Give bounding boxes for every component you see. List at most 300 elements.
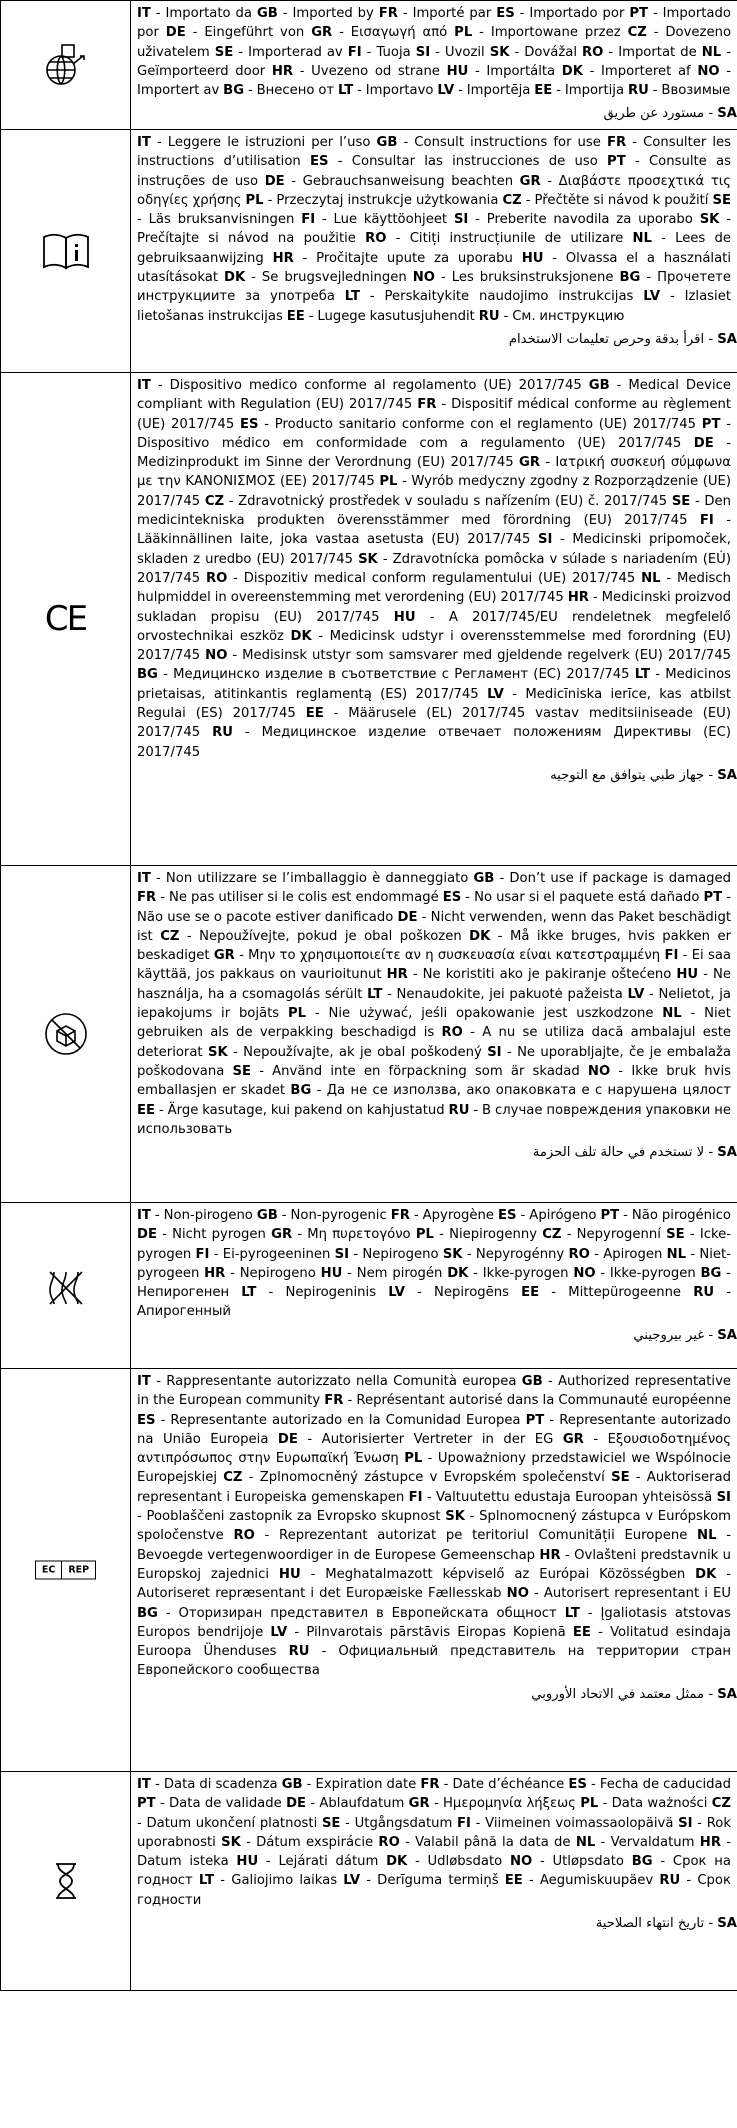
translations-text: IT - Dispositivo medico conforme al regolamento (UE) 2017/745 GB - Medical Device compliant with Regulation (EU) 2017/745 FR - Dispositif médical conforme au règlement (UE) 2017/745 ES - Producto sanitario conforme con el reglamento (UE) 2017/745 PT - Dispositivo médico em conformidade com a regulamento (UE) 2017/745 DE - Medizinprodukt im Sinne der Verordnung (EU) 2017/745 GR - Ιατρική συσκευή σύμφωνα με την ΚΑΝΟΝΙΣΜΟΣ (ΕΕ) 2017/745 PL - Wyrób medyczny zgodny z Rozporządzenie (UE) 2017/745 CZ - Zdravotnický prostředek v souladu s nařízením (EU) č. 2017/745 SE - Den medicintekniska produkten överensstämmer med förordning (EU) 2017/745 FI - Lääkinnällinen laite, joka vastaa asetusta (EU) 2017/745 SI - Medicinski pripomoček, skladen z uredbo (EU) 2017/745 SK - Zdravotnícka pomôcka v súlade s nariadením (EÚ) 2017/745 RO - Dispozitiv medical conform regulamentului (UE) 2017/745 NL - Medisch hulpmiddel in overeenstemming met verordening (EU) 2017/745 HR - Medicinski proizvod sukladan propisu (EU) 2017/745 HU - A 2017/745/EU rendeletnek megfelelő orvostechnikai eszköz DK - Medicinsk udstyr i overensstemmelse med forordning (EU) 2017/745 NO - Medisinsk utstyr som samsvarer med gjeldende regelverk (EU) 2017/745 BG - Медицинско изделие в съответствие с Регламент (ЕС) 2017/745 LT - Medicinos prietaisas, atitinkantis reglamentą (ES) 2017/745 LV - Medicīniska ierīce, kas atbilst Regulai (ES) 2017/745 EE - Määrusele (EL) 2017/745 vastav meditsiiniseade (EU) 2017/745 RU - Медицинское изделие отвечает положениям Директивы (ЕС) 2017/745: [137, 378, 732, 760]
translations-text: IT - Data di scadenza GB - Expiration date FR - Date d’échéance ES - Fecha de caducidad PT - Data de validade DE - Ablaufdatum GR - Ημερομηνία λήξεως PL - Data ważności CZ - Datum ukončení platnosti SE - Utgångsdatum FI - Viimeinen voimassaolopäivä SI - Rok uporabnosti SK - Dátum exspirácie RO - Valabil până la data de NL - Vervaldatum HR - Datum isteka HU - Lejárati dátum DK - Udløbsdato NO - Utløpsdato BG - Срок на годност LT - Galiojimo laikas LV - Derīguma termiņš EE - Aegumiskuupäev RU - Срок годности: [137, 1777, 732, 1908]
language-code: RO: [206, 570, 228, 586]
symbol-row-importer: [1, 1, 737, 130]
arabic-text: غير بيروجيني: [633, 1327, 705, 1343]
sa-translation: تاريخ انتهاء الصلاحية - SA: [595, 1916, 737, 1932]
language-code: SA: [717, 767, 737, 783]
translation-text: Διαβάστε προσεχτικά τις οδηγίες χρήσης: [137, 173, 731, 208]
language-code: SI: [487, 1044, 502, 1060]
language-code: GR: [213, 948, 235, 964]
arabic-text: اقرأ بدقة وحرص تعليمات الاستخدام: [508, 331, 705, 347]
translation-text: No usar si el paquete está dañado: [474, 890, 700, 906]
translation-text: Nelietot, ja iepakojums ir bojāts: [137, 986, 731, 1022]
language-code: SE: [666, 1227, 685, 1243]
language-code: NO: [509, 1854, 533, 1870]
translation-text: Lugege kasutusjuhendit: [317, 308, 475, 324]
translation-text: Importēja: [466, 83, 531, 99]
translation-text: Medicīniska ierīce, kas atbilst Regulai (ES) 2017/745: [137, 686, 732, 722]
language-code: DE: [137, 1227, 157, 1243]
language-code: SE: [321, 1815, 341, 1831]
translation-text: Utgångsdatum: [354, 1815, 453, 1831]
translation-text: Importavo: [365, 83, 434, 99]
translation-text: Date d’échéance: [452, 1777, 565, 1792]
language-code: HU: [278, 1566, 301, 1582]
translation-text: Perskaitykite naudojimo instrukcijas: [384, 289, 634, 305]
translation-text: Przeczytaj instrukcje użytkowania: [276, 192, 499, 208]
translation-text: Dovážal: [524, 44, 578, 60]
translation-text: Срок на годност: [137, 1854, 731, 1889]
translation-text: Εισαγωγή από: [350, 25, 448, 41]
language-code: RO: [568, 1246, 590, 1262]
translation-text: Apyrogène: [422, 1208, 495, 1223]
translation-text: Olvassa el a használati utasításokat: [137, 250, 731, 286]
translation-text: Nepyrogénny: [475, 1246, 565, 1262]
translation-text: Dispositif médical conforme au règlement (UE) 2017/745: [137, 397, 732, 432]
translation-text: Μη πυρετογόνο: [307, 1227, 411, 1243]
language-code: SK: [207, 1044, 228, 1060]
symbol-cell: [1, 1369, 131, 1772]
translation-text: Importerad av: [248, 44, 343, 60]
symbol-cell: [1, 1772, 131, 1991]
language-code: DK: [447, 1265, 469, 1281]
language-code: LV: [437, 83, 455, 99]
translation-text: Wyrób medyczny zgodny z Rozporządzenie (UE) 2017/745: [137, 474, 731, 509]
text-cell: [131, 866, 737, 1203]
language-code: GB: [281, 1777, 303, 1792]
language-code: BG: [631, 1854, 653, 1870]
language-code: PL: [415, 1227, 434, 1243]
translation-text: Medicinski proizvod sukladan propisu (EU) 2017/745: [137, 590, 731, 625]
language-code: BG: [137, 667, 158, 683]
ec-rep-box: [35, 1561, 96, 1580]
language-code: LT: [564, 1605, 580, 1621]
translation-text: Använd inte en förpackning som är skadad: [272, 1063, 580, 1079]
language-code: LV: [643, 289, 661, 305]
translation-text: Nepirogēns: [434, 1285, 509, 1301]
translation-text: Splnomocnený zástupca v Európskom spoločenstve: [137, 1509, 731, 1544]
translation-text: Lees de gebruiksaanwijzing: [137, 231, 731, 266]
translation-text: A nu se utiliza dacă ambalajul este deteriorat: [137, 1025, 732, 1060]
ce-mark-icon: [1, 599, 130, 639]
importer-globe-icon: [1, 42, 130, 88]
language-code: HU: [676, 967, 699, 983]
translation-text: Medicinsk udstyr i overensstemmelse med forordning (EU) 2017/745: [137, 628, 731, 664]
ec-rep-icon: [1, 1561, 130, 1580]
translation-text: Data de validade: [169, 1796, 282, 1812]
translation-text: Fecha de caducidad: [599, 1777, 731, 1792]
translation-text: Apirogen: [603, 1246, 663, 1262]
translation-text: Ei-pyrogeeninen: [222, 1246, 331, 1262]
translation-text: Nicht verwenden, wenn das Paket beschädigt ist: [137, 909, 732, 944]
symbol-cell: [1, 1, 131, 130]
translation-text: Medicinski pripomoček, skladen z uredbo (EU) 2017/745: [137, 532, 731, 567]
translation-text: Nepoužívejte, pokud je obal poškozen: [199, 928, 462, 944]
translation-text: Nepirogeno: [239, 1265, 316, 1281]
language-code: HR: [699, 1834, 721, 1850]
language-code: HR: [271, 63, 294, 79]
translation-text: Přečtěte si návod k použití: [534, 192, 709, 208]
language-code: LT: [338, 83, 354, 99]
translation-text: Niet gebruiken als de verpakking beschadigd is: [137, 1006, 731, 1041]
language-code: HR: [567, 590, 589, 606]
language-code: CZ: [502, 192, 522, 208]
translation-text: Geïmporteerd door: [137, 63, 266, 79]
translation-text: Nepirogeninis: [285, 1285, 377, 1301]
language-code: RU: [659, 1873, 681, 1889]
language-code: NO: [587, 1063, 611, 1079]
language-code: SK: [699, 212, 720, 228]
language-code: GR: [271, 1227, 293, 1243]
language-code: PL: [454, 25, 473, 41]
text-cell: [131, 1772, 737, 1991]
language-code: NL: [662, 1006, 682, 1022]
translation-text: Dispositivo medico conforme al regolamento (UE) 2017/745: [169, 378, 582, 393]
language-code: RU: [212, 725, 233, 741]
arabic-text: ممثل معتمد في الاتحاد الأوروبي: [531, 1686, 705, 1702]
language-code: GB: [588, 378, 610, 393]
translation-text: Εξουσιοδοτημένος αντιπρόσωπος στην Ευρωπαϊκή Ένωση: [137, 1431, 731, 1467]
language-code: RO: [378, 1834, 400, 1850]
symbol-cell: [1, 866, 131, 1203]
language-code: LT: [367, 986, 383, 1002]
language-code: GB: [376, 135, 398, 150]
translation-text: Må ikke bruges, hvis pakken er beskadiget: [137, 928, 732, 964]
translation-text: Autorisierter Vertreter in der EG: [321, 1431, 554, 1447]
translation-text: Nepirogeno: [362, 1246, 439, 1262]
language-code: SI: [716, 1489, 731, 1505]
language-code: DK: [695, 1566, 717, 1582]
translation-text: Tuoja: [376, 44, 411, 60]
translation-text: Vervaldatum: [610, 1834, 695, 1850]
translation-text: Non utilizzare se l’imballaggio è danneggiato: [165, 871, 469, 886]
translation-text: Rok uporabnosti: [137, 1815, 731, 1850]
translation-text: Leggere le istruzioni per l’uso: [167, 135, 371, 150]
translation-text: Importowane przez: [490, 25, 621, 41]
translation-text: Importado por: [137, 6, 731, 41]
translation-text: Μην το χρησιμοποιείτε αν η συσκευασία είναι κατεστραμμένη: [248, 948, 661, 964]
language-code: ES: [442, 890, 462, 906]
language-code: EE: [305, 706, 324, 722]
language-code: BG: [619, 270, 641, 286]
language-code: GB: [473, 871, 495, 886]
translation-text: Zdravotnický prostředek v souladu s nařízením (EU) č. 2017/745: [238, 493, 668, 509]
translation-text: Lääkinnällinen laite, joka vastaa asetusta (EU) 2017/745: [137, 532, 531, 548]
translation-text: Consulter les instructions d’utilisation: [137, 135, 732, 170]
non-pyrogenic-icon: [1, 1266, 130, 1306]
language-code: DE: [165, 25, 186, 41]
language-code: GB: [256, 6, 278, 21]
language-code: NL: [666, 1246, 687, 1262]
language-code: BG: [700, 1265, 722, 1281]
language-code: SA: [717, 1145, 737, 1161]
translation-text: Внесено от: [256, 83, 335, 99]
symbol-row-non-pyrogenic: [1, 1203, 737, 1369]
translation-text: Ikke-pyrogen: [609, 1265, 696, 1281]
translation-text: Määrusele (EL) 2017/745 vastav meditsiiniseade (EU) 2017/745: [137, 706, 731, 741]
translations-text: IT - Non utilizzare se l’imballaggio è danneggiato GB - Don’t use if package is damaged FR - Ne pas utiliser si le colis est endommagé ES - No usar si el paquete está dañado PT - Não use se o pacote estiver danificado DE - Nicht verwenden, wenn das Paket beschädigt ist CZ - Nepoužívejte, pokud je obal poškozen DK - Må ikke bruges, hvis pakken er beskadiget GR - Μην το χρησιμοποιείτε αν η συσκευασία είναι κατεστραμμένη FI - Ei saa käyttää, jos pakkaus on vaurioitunut HR - Ne koristiti ako je pakiranje oštećeno HU - Ne használja, ha a csomagolás sérült LT - Nenaudokite, jei pakuotė pažeista LV - Nelietot, ja iepakojums ir bojāts PL - Nie używać, jeśli opakowanie jest uszkodzone NL - Niet gebruiken als de verpakking beschadigd is RO - A nu se utiliza dacă ambalajul este deteriorat SK - Nepoužívajte, ak je obal poškodený SI - Ne uporabljajte, če je embalaža poškodovana SE - Använd inte en förpackning som är skadad NO - Ikke bruk hvis emballasjen er skadet BG - Да не се използва, ако опаковката е с нарушена цялост EE - Ärge kasutage, kui pakend on kahjustatud RU - В случае повреждения упаковки не использовать: [137, 871, 732, 1137]
translation-text: Срок годности: [137, 1873, 731, 1908]
translation-text: Se brugsvejledningen: [261, 270, 407, 286]
translation-text: A 2017/745/EU rendeletnek megfelelő orvostechnikai eszköz: [137, 609, 731, 644]
translation-text: Autorisert representant i EU: [543, 1586, 732, 1602]
translation-text: Pooblaščeni zastopnik za Evropsko skupnost: [146, 1509, 441, 1525]
language-code: RO: [365, 231, 387, 247]
translation-text: Não use se o pacote estiver danificado: [137, 909, 394, 925]
translation-text: Importálta: [486, 63, 556, 79]
translation-text: Aegumiskuupäev: [539, 1873, 654, 1889]
language-code: IT: [137, 1777, 151, 1792]
language-code: SK: [442, 1246, 463, 1262]
language-code: NO: [506, 1586, 529, 1602]
translation-text: Representante autorizado na União Europeia: [137, 1412, 732, 1447]
language-code: RU: [693, 1285, 715, 1301]
language-code: HU: [393, 609, 416, 625]
language-code: DE: [264, 173, 285, 189]
translation-text: Nie używać, jeśli opakowanie jest uszkodzone: [328, 1006, 654, 1022]
translation-text: Data di scadenza: [163, 1777, 278, 1792]
language-code: FR: [137, 890, 157, 906]
symbol-cell: [1, 373, 131, 866]
translation-text: Nepyrogenní: [576, 1227, 661, 1243]
language-code: DK: [561, 63, 583, 79]
language-code: RU: [478, 308, 500, 324]
translation-text: Nepoužívajte, ak je obal poškodený: [243, 1044, 482, 1060]
translation-text: Lue käyttöohjeet: [333, 212, 448, 228]
translation-text: Nenaudokite, jei pakuotė pažeista: [396, 986, 623, 1002]
language-code: CZ: [204, 493, 225, 509]
language-code: DE: [286, 1796, 307, 1812]
arabic-text: جهاز طبي يتوافق مع التوجيه: [550, 767, 705, 783]
language-code: NL: [697, 1528, 717, 1544]
text-cell: [131, 1, 737, 130]
language-code: PT: [701, 416, 721, 432]
language-code: LT: [344, 289, 361, 305]
language-code: SK: [445, 1509, 465, 1525]
translation-text: Прочетете инструкциите за употреба: [137, 270, 731, 305]
language-code: EE: [534, 83, 553, 99]
translation-text: Datum ukončení platnosti: [146, 1815, 318, 1831]
language-code: IT: [137, 6, 151, 21]
language-code: FI: [699, 513, 714, 529]
translation-text: Auktoriserad representant i Europeiska gemenskapen: [137, 1470, 731, 1505]
language-code: SE: [671, 493, 691, 509]
translation-text: Consulte as instruções de uso: [137, 154, 731, 189]
language-code: HU: [446, 63, 469, 79]
language-code: SA: [717, 1916, 737, 1932]
language-code: SE: [214, 44, 234, 60]
language-code: PT: [137, 1796, 156, 1812]
language-code: LT: [634, 667, 651, 683]
ce-mark-text: CE: [44, 599, 87, 639]
translation-text: Ovlašteni predstavnik u Europskoj zajednici: [137, 1547, 731, 1582]
sa-translation: لا تستخدم في حالة تلف الحزمة - SA: [532, 1145, 737, 1161]
language-code: EE: [137, 1102, 156, 1118]
language-code: LT: [241, 1285, 257, 1301]
translation-text: Authorized representative in the European community: [137, 1374, 731, 1409]
language-code: PT: [703, 890, 723, 906]
text-cell: [131, 1369, 737, 1772]
language-code: LV: [343, 1873, 361, 1889]
language-code: NL: [641, 570, 661, 586]
translation-text: Да не се използва, ако опаковката е с нарушена цялост: [326, 1083, 731, 1099]
translation-text: Non-pirogeno: [163, 1208, 253, 1223]
language-code: RU: [448, 1102, 470, 1118]
language-code: IT: [137, 135, 151, 150]
language-code: FI: [195, 1246, 210, 1262]
translations-text: IT - Leggere le istruzioni per l’uso GB - Consult instructions for use FR - Consulter les instructions d’utilisation ES - Consultar las instrucciones de uso PT - Consulte as instruções de uso DE - Gebrauchsanweisung beachten GR - Διαβάστε προσεχτικά τις οδηγίες χρήσης PL - Przeczytaj instrukcje użytkowania CZ - Přečtěte si návod k použití SE - Läs bruksanvisningen FI - Lue käyttöohjeet SI - Preberite navodila za uporabo SK - Prečítajte si návod na použitie RO - Citiți instrucțiunile de utilizare NL - Lees de gebruiksaanwijzing HR - Pročitajte upute za uporabu HU - Olvassa el a használati utasításokat DK - Se brugsvejledningen NO - Les bruksinstruksjonene BG - Прочетете инструкциите за употреба LT - Perskaitykite naudojimo instrukcijas LV - Izlasiet lietošanas instrukcijas EE - Lugege kasutusjuhendit RU - См. инструкцию: [137, 135, 732, 324]
translation-text: Don’t use if package is damaged: [509, 871, 732, 886]
language-code: BG: [137, 1605, 158, 1621]
translation-text: Utløpsdato: [552, 1854, 624, 1870]
language-code: RO: [582, 44, 604, 60]
do-not-use-if-package-damaged-icon: [1, 1011, 130, 1057]
symbol-row-ec-rep: [1, 1369, 737, 1772]
translation-text: Uvezeno od strane: [311, 63, 440, 79]
translation-text: Medicinos prietaisas, atitinkantis reglamentą (ES) 2017/745: [137, 667, 732, 702]
language-code: GR: [519, 173, 541, 189]
language-code: RU: [627, 83, 649, 99]
translation-text: Непирогенен: [137, 1285, 230, 1301]
language-code: ES: [137, 1412, 156, 1428]
arabic-text: لا تستخدم في حالة تلف الحزمة: [532, 1145, 705, 1161]
language-code: FR: [324, 1393, 344, 1409]
language-code: HR: [386, 967, 408, 983]
translation-text: Medizinprodukt im Sinne der Verordnung (EU) 2017/745: [137, 455, 514, 471]
translation-text: Viimeinen voimassaolopäivä: [485, 1815, 674, 1831]
sa-translation: جهاز طبي يتوافق مع التوجيه - SA: [550, 767, 737, 783]
translation-text: Nem pirogén: [356, 1265, 443, 1281]
language-code: GR: [519, 455, 540, 471]
language-code: BG: [290, 1083, 312, 1099]
translation-text: Galiojimo laikas: [231, 1873, 338, 1889]
translations-text: IT - Rappresentante autorizzato nella Comunità europea GB - Authorized representative in the European community FR - Représentant autorisé dans la Communauté européenne ES - Representante autorizado en la Comunidad Europea PT - Representante autorizado na União Europeia DE - Autorisierter Vertreter in der EG GR - Εξουσιοδοτημένος αντιπρόσωπος στην Ευρωπαϊκή Ένωση PL - Upoważniony przedstawiciel we Wspólnocie Europejskiej CZ - Zplnomocněný zástupce v Evropském společenství SE - Auktoriserad representant i Europeiska gemenskapen FI - Valtuutettu edustaja Euroopan yhteisössä SI - Pooblaščeni zastopnik za Evropsko skupnost SK - Splnomocnený zástupca v Európskom spoločenstve RO - Reprezentant autorizat pe teritoriul Comunității Europene NL - Bevoegde vertegenwoordiger in de Europese Gemeenschap HR - Ovlašteni predstavnik u Europskoj zajednici HU - Meghatalmazott képviselő az Európai Közösségben DK - Autoriseret repræsentant i det Europæiske Fællesskab NO - Autorisert representant i EU BG - Оторизиран представител в Европейската общност LT - Įgaliotasis atstovas Europos bendrijoje LV - Pilnvarotais pārstāvis Eiropas Kopienā EE - Volitatud esindaja Euroopa Ühenduses RU - Официальный представитель на территории стран Европейского сообщества: [137, 1374, 732, 1679]
arabic-text: تاريخ انتهاء الصلاحية: [595, 1916, 705, 1932]
translation-text: Izlasiet lietošanas instrukcijas: [137, 289, 732, 324]
language-code: IT: [137, 378, 151, 393]
translation-text: Consultar las instrucciones de uso: [351, 154, 598, 170]
language-code: DK: [290, 628, 312, 644]
translation-text: Expiration date: [315, 1777, 417, 1792]
translation-text: Mittepürogeenne: [568, 1285, 682, 1301]
language-code: PT: [525, 1412, 545, 1428]
language-code: FR: [390, 1208, 410, 1223]
translation-text: Ιατρική συσκευή σύμφωνα με την ΚΑΝΟΝΙΣΜΟΣ (ΕΕ) 2017/745: [137, 455, 731, 490]
language-code: LT: [198, 1873, 215, 1889]
language-code: FR: [606, 135, 627, 150]
translation-text: Valtuutettu edustaja Euroopan yhteisössä: [436, 1489, 713, 1505]
translation-text: Nicht pyrogen: [172, 1227, 266, 1243]
translation-text: Zdravotnícka pomôcka v súlade s nariadením (EÚ) 2017/745: [137, 551, 731, 586]
translation-text: Représentant autorisé dans la Communauté européenne: [356, 1393, 731, 1409]
translation-text: Läs bruksanvisningen: [148, 212, 295, 228]
sa-translation: ممثل معتمد في الاتحاد الأوروبي - SA: [531, 1686, 737, 1702]
translation-text: Importato da: [165, 6, 253, 21]
language-code: HR: [204, 1265, 226, 1281]
language-code: RO: [233, 1528, 255, 1544]
language-code: FI: [457, 1815, 471, 1831]
symbol-cell: [1, 1203, 131, 1369]
translation-text: Ne koristiti ako je pakiranje oštećeno: [422, 967, 672, 983]
language-code: HU: [236, 1854, 259, 1870]
translation-text: Uvozil: [444, 44, 485, 60]
language-code: EE: [504, 1873, 523, 1889]
language-code: DK: [469, 928, 491, 944]
language-code: FR: [417, 397, 437, 413]
language-code: ES: [496, 6, 515, 21]
translation-text: Официальный представитель на территории стран Европейского сообщества: [137, 1644, 731, 1679]
language-code: HR: [272, 250, 294, 266]
language-code: SE: [232, 1063, 252, 1079]
translation-text: Den medicintekniska produkten överensstämmer med förordning (EU) 2017/745: [137, 493, 732, 529]
translation-text: Consult instructions for use: [414, 135, 601, 150]
translation-text: Bevoegde vertegenwoordiger in de Europese Gemeenschap: [137, 1547, 536, 1563]
translation-text: Ikke bruk hvis emballasjen er skadet: [137, 1063, 731, 1099]
language-code: EE: [286, 308, 305, 324]
translation-text: Апирогенный: [137, 1304, 231, 1320]
translation-text: Importert av: [137, 83, 220, 99]
symbol-row-ce: [1, 373, 737, 866]
language-code: PT: [629, 6, 649, 21]
language-code: SA: [717, 331, 737, 347]
language-code: FI: [664, 948, 679, 964]
translation-text: Медицинско изделие в съответствие с Регламент (ЕС) 2017/745: [173, 667, 630, 683]
translation-text: Медицинское изделие отвечает положениям Директивы (ЕС) 2017/745: [137, 725, 731, 760]
translation-text: Rappresentante autorizzato nella Comunità europea: [166, 1374, 517, 1389]
language-code: FR: [378, 6, 398, 21]
translation-text: Citiți instrucțiunile de utilizare: [409, 231, 624, 247]
symbol-row-damaged-package: [1, 866, 737, 1203]
text-cell: [131, 373, 737, 866]
language-code: IT: [137, 871, 151, 886]
translation-text: Zplnomocněný zástupce v Evropském společenství: [259, 1470, 605, 1486]
translation-text: Preberite navodila za uporabo: [486, 212, 693, 228]
language-code: NL: [575, 1834, 596, 1850]
language-code: SK: [221, 1834, 241, 1850]
rep-label: REP: [61, 1562, 95, 1579]
translation-text: Derīguma termiņš: [377, 1873, 499, 1889]
language-code: SE: [712, 192, 731, 208]
translation-text: Importado por: [529, 6, 625, 21]
translation-text: Non-pyrogenic: [290, 1208, 387, 1223]
instructions-for-use-icon: [1, 231, 130, 271]
language-code: SI: [678, 1815, 693, 1831]
language-code: NO: [412, 270, 435, 286]
translation-text: Importeret af: [601, 63, 691, 79]
language-code: SA: [717, 1327, 737, 1343]
language-code: SE: [611, 1470, 630, 1486]
translation-text: Udløbsdato: [427, 1854, 503, 1870]
language-code: SK: [489, 44, 510, 60]
sa-translation: غير بيروجيني - SA: [633, 1327, 737, 1343]
language-code: GR: [562, 1431, 584, 1447]
language-code: FI: [301, 212, 316, 228]
language-code: LV: [388, 1285, 406, 1301]
translation-text: Importat de: [618, 44, 697, 60]
translation-text: Imported by: [292, 6, 374, 21]
arabic-text: مستورد عن طريق: [603, 106, 705, 122]
translation-text: Niet-pyrogeen: [137, 1246, 731, 1281]
language-code: DK: [224, 270, 246, 286]
translation-text: Prečítajte si návod na použitie: [137, 231, 356, 247]
translation-text: Ne uporabljajte, če je embalaža poškodovana: [137, 1044, 731, 1079]
language-code: DE: [693, 435, 714, 451]
translation-text: Autoriseret repræsentant i det Europæiske Fællesskab: [137, 1586, 502, 1602]
language-code: PL: [404, 1451, 423, 1467]
text-cell: [131, 130, 737, 373]
translations-text: IT - Non-pirogeno GB - Non-pyrogenic FR - Apyrogène ES - Apirógeno PT - Não pirogénico DE - Nicht pyrogen GR - Μη πυρετογόνο PL - Niepirogenny CZ - Nepyrogenní SE - Icke-pyrogen FI - Ei-pyrogeeninen SI - Nepirogeno SK - Nepyrogénny RO - Apirogen NL - Niet-pyrogeen HR - Nepirogeno HU - Nem pirogén DK - Ikke-pyrogen NO - Ikke-pyrogen BG - Непирогенен LT - Nepirogeninis LV - Nepirogēns EE - Mittepürogeenne RU - Апирогенный: [137, 1208, 731, 1320]
language-code: RO: [441, 1025, 463, 1041]
translation-text: В случае повреждения упаковки не использовать: [137, 1102, 732, 1137]
sa-translation: اقرأ بدقة وحرص تعليمات الاستخدام - SA: [508, 331, 737, 347]
